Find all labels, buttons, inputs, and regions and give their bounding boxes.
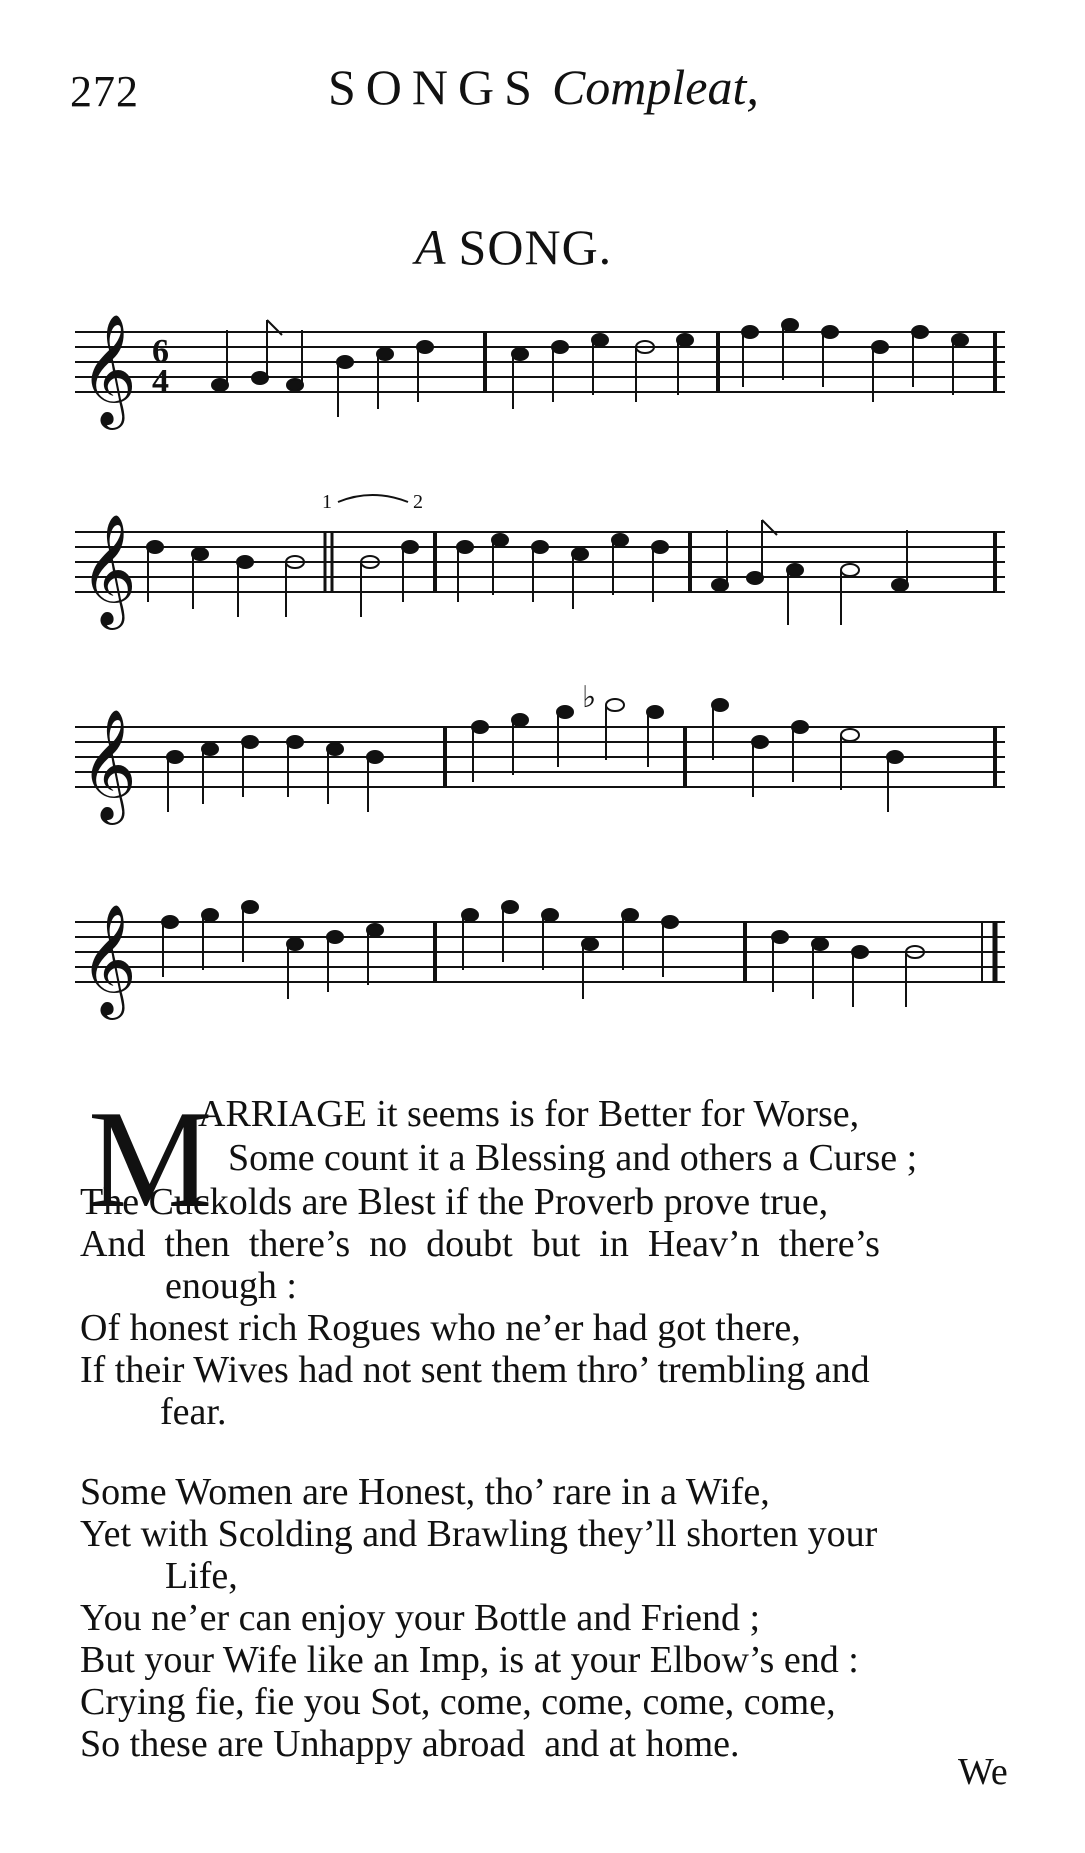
tie-icon	[338, 495, 408, 502]
flat-sign-icon: ♭	[582, 685, 597, 715]
verse-1-line-8: fear.	[160, 1391, 227, 1433]
verse-2-line-4: You ne’er can enjoy your Bottle and Friend ;	[80, 1597, 761, 1639]
verse-2-line-3: Life,	[165, 1555, 238, 1597]
running-head	[328, 58, 759, 116]
drop-cap: M	[88, 1082, 213, 1237]
music-staff-3	[70, 685, 1010, 825]
verse-1-line-3: The Cuckolds are Blest if the Proverb prove true,	[80, 1181, 829, 1223]
time-signature-top: 6	[152, 333, 169, 370]
song-title	[415, 218, 612, 276]
page-number: 272	[70, 67, 139, 116]
notes-staff-2	[147, 520, 995, 625]
music-staff-1	[70, 290, 1010, 430]
verse-2-line-1: Some Women are Honest, tho’ rare in a Wife,	[80, 1471, 770, 1513]
running-head-caps: SONGS	[328, 59, 542, 115]
verse-1-line-4: And then there’s no doubt but in Heav’n there’s	[80, 1223, 880, 1265]
verse-1-line-7: If their Wives had not sent them thro’ trembling and	[80, 1349, 870, 1391]
notes-staff-1	[212, 319, 995, 417]
notes-staff-3	[167, 685, 995, 812]
music-staff-2	[70, 490, 1010, 630]
treble-clef-icon: 𝄞	[80, 313, 137, 425]
treble-clef-icon: 𝄞	[80, 903, 137, 1015]
song-title-article: A	[415, 219, 447, 275]
first-ending-label: 1	[322, 491, 332, 513]
verse-2-line-7: So these are Unhappy abroad and at home.	[80, 1723, 740, 1765]
notes-staff-4	[162, 901, 995, 1007]
verse-2-line-2: Yet with Scolding and Brawling they’ll shorten your	[80, 1513, 878, 1555]
running-head-italic: Compleat,	[551, 59, 759, 115]
verse-2-line-5: But your Wife like an Imp, is at your Elbow’s end :	[80, 1639, 859, 1681]
verse-2-line-6: Crying fie, fie you Sot, come, come, come, come,	[80, 1681, 836, 1723]
music-staff-4	[70, 880, 1010, 1020]
time-signature-bottom: 4	[152, 363, 169, 400]
verse-1-line-6: Of honest rich Rogues who ne’er had got there,	[80, 1307, 801, 1349]
treble-clef-icon: 𝄞	[80, 708, 137, 820]
second-ending-label: 2	[413, 491, 423, 513]
verse-1-line-5: enough :	[165, 1265, 297, 1307]
catchword: We	[958, 1751, 1008, 1793]
verse-1-line-1: ARRIAGE it seems is for Better for Worse,	[198, 1093, 860, 1135]
song-title-text: SONG.	[458, 219, 613, 275]
verse-1-line-2: Some count it a Blessing and others a Curse ;	[228, 1137, 918, 1179]
treble-clef-icon: 𝄞	[80, 513, 137, 625]
